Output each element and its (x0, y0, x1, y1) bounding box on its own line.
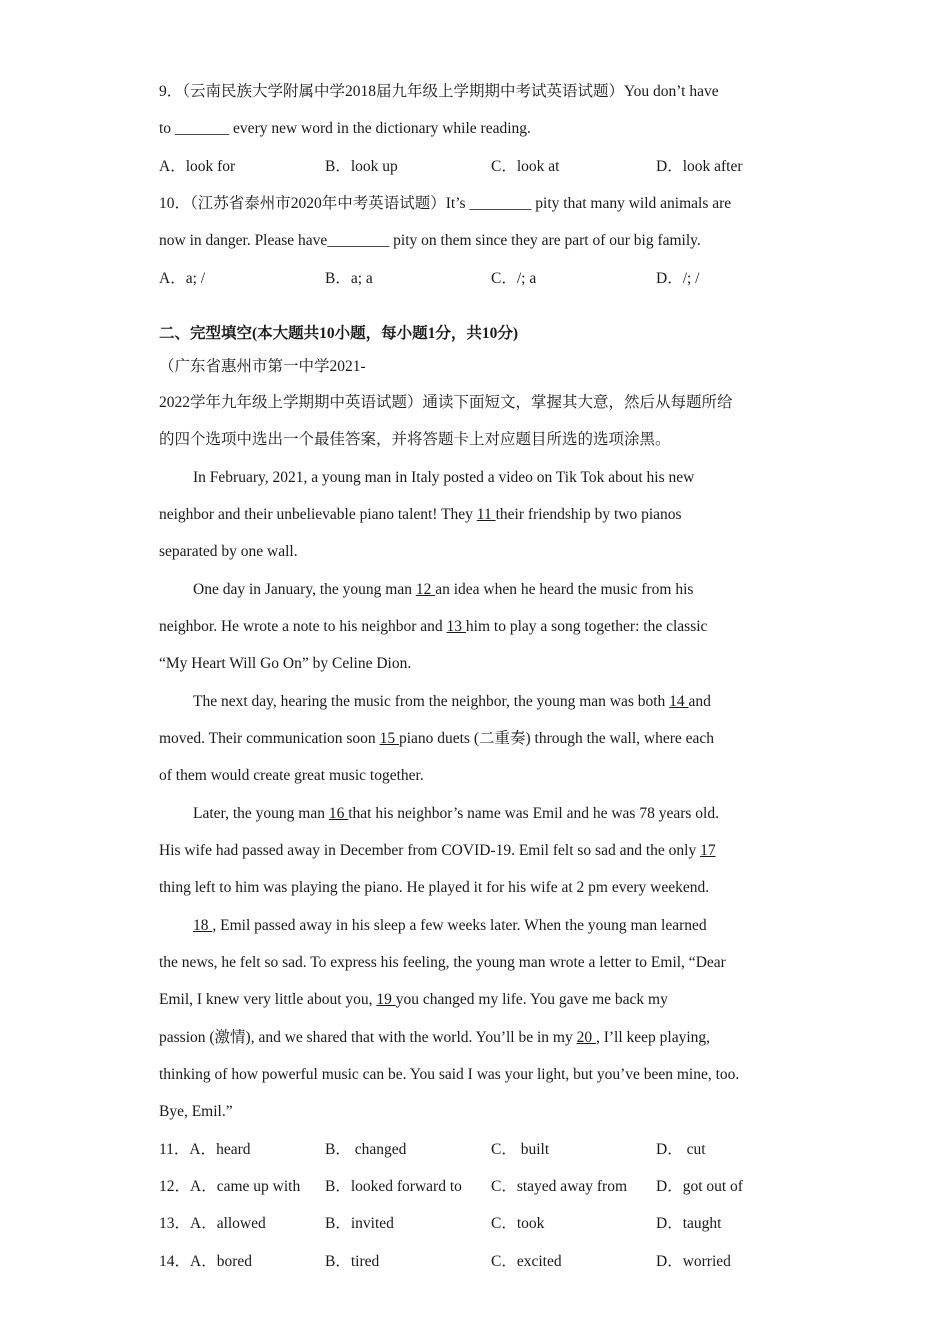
q9-stem-line-1: 9．（云南民族大学附属中学2018届九年级上学期期中考试英语试题）You don’t have (159, 83, 719, 100)
passage-line: passion (激情), and we shared that with the world. You’ll be in my 20 , I’ll keep playing, (159, 1029, 711, 1046)
section-source-line-1: （广东省惠州市第一中学2021- (159, 358, 366, 375)
q11-option-c: C． built (491, 1141, 550, 1158)
section-source-line-3: 的四个选项中选出一个最佳答案，并将答题卡上对应题目所选的选项涂黑。 (159, 431, 671, 448)
blank-16: 16 (328, 805, 349, 822)
blank-13: 13 (446, 618, 466, 635)
q9-option-d: D．look after (656, 158, 743, 175)
q10-stem-line-1: 10．（江苏省泰州市2020年中考英语试题）It’s ________ pity that many wild animals are (159, 195, 732, 212)
blank-12: 12 (415, 581, 436, 598)
passage-line: Later, the young man 16 that his neighbor’s name was Emil and he was 78 years old. (193, 805, 719, 822)
blank-17: 17 (700, 842, 716, 859)
passage-line: “My Heart Will Go On” by Celine Dion. (159, 655, 412, 672)
passage-line: His wife had passed away in December from COVID-19. Emil felt so sad and the only 17 (159, 842, 716, 859)
q13-option-a: 13．A．allowed (159, 1215, 266, 1232)
q9-option-a: A．look for (159, 158, 236, 175)
passage-line: Emil, I knew very little about you, 19 you changed my life. You gave me back my (159, 991, 668, 1008)
q10-option-d: D．/; / (656, 270, 700, 287)
q14-option-a: 14．A．bored (159, 1253, 252, 1270)
q13-option-b: B．invited (325, 1215, 394, 1232)
q13-option-c: C．took (491, 1215, 545, 1232)
q12-option-b: B．looked forward to (325, 1178, 462, 1195)
passage-line: neighbor. He wrote a note to his neighbor and 13 him to play a song together: the classic (159, 618, 708, 635)
passage-line: the news, he felt so sad. To express his feeling, the young man wrote a letter to Emil, “Dear (159, 954, 726, 971)
q10-option-b: B．a; a (325, 270, 373, 287)
q11-option-b: B． changed (325, 1141, 407, 1158)
q9-option-b: B．look up (325, 158, 398, 175)
q9-option-c: C．look at (491, 158, 560, 175)
q12-option-c: C．stayed away from (491, 1178, 628, 1195)
blank-20: 20 (576, 1029, 596, 1046)
passage-line: neighbor and their unbelievable piano talent! They 11 their friendship by two pianos (159, 506, 682, 523)
q11-option-d: D． cut (656, 1141, 706, 1158)
passage-line: thinking of how powerful music can be. You said I was your light, but you’ve been mine, too. (159, 1066, 740, 1083)
q9-stem-line-2: to _______ every new word in the dictionary while reading. (159, 120, 531, 137)
q13-option-d: D．taught (656, 1215, 722, 1232)
q14-option-c: C．excited (491, 1253, 562, 1270)
q11-option-a: 11．A．heard (159, 1141, 251, 1158)
blank-11: 11 (476, 506, 496, 523)
blank-18: 18 (193, 917, 213, 934)
q10-stem-line-2: now in danger. Please have________ pity on them since they are part of our big family. (159, 232, 701, 249)
passage-line: In February, 2021, a young man in Italy posted a video on Tik Tok about his new (193, 469, 695, 486)
passage-line: moved. Their communication soon 15 piano duets (二重奏) through the wall, where each (159, 730, 715, 747)
q10-option-c: C．/; a (491, 270, 537, 287)
q10-option-a: A．a; / (159, 270, 206, 287)
q14-option-d: D．worried (656, 1253, 731, 1270)
passage-line: One day in January, the young man 12 an idea when he heard the music from his (193, 581, 694, 598)
blank-15: 15 (379, 730, 399, 747)
passage-line: The next day, hearing the music from the neighbor, the young man was both 14 and (193, 693, 711, 710)
q12-option-a: 12．A．came up with (159, 1178, 301, 1195)
q12-option-d: D．got out of (656, 1178, 743, 1195)
passage-line: separated by one wall. (159, 543, 298, 560)
blank-14: 14 (669, 693, 689, 710)
section-source-line-2: 2022学年九年级上学期期中英语试题）通读下面短文，掌握其大意，然后从每题所给 (159, 394, 733, 411)
passage-line: 18 , Emil passed away in his sleep a few weeks later. When the young man learned (193, 917, 707, 934)
blank-19: 19 (376, 991, 396, 1008)
section-heading: 二、完型填空(本大题共10小题，每小题1分，共10分) (159, 325, 519, 342)
passage-line: thing left to him was playing the piano. He played it for his wife at 2 pm every weekend. (159, 879, 710, 896)
q14-option-b: B．tired (325, 1253, 380, 1270)
passage-line: of them would create great music together. (159, 767, 424, 784)
passage-line: Bye, Emil.” (159, 1103, 233, 1120)
